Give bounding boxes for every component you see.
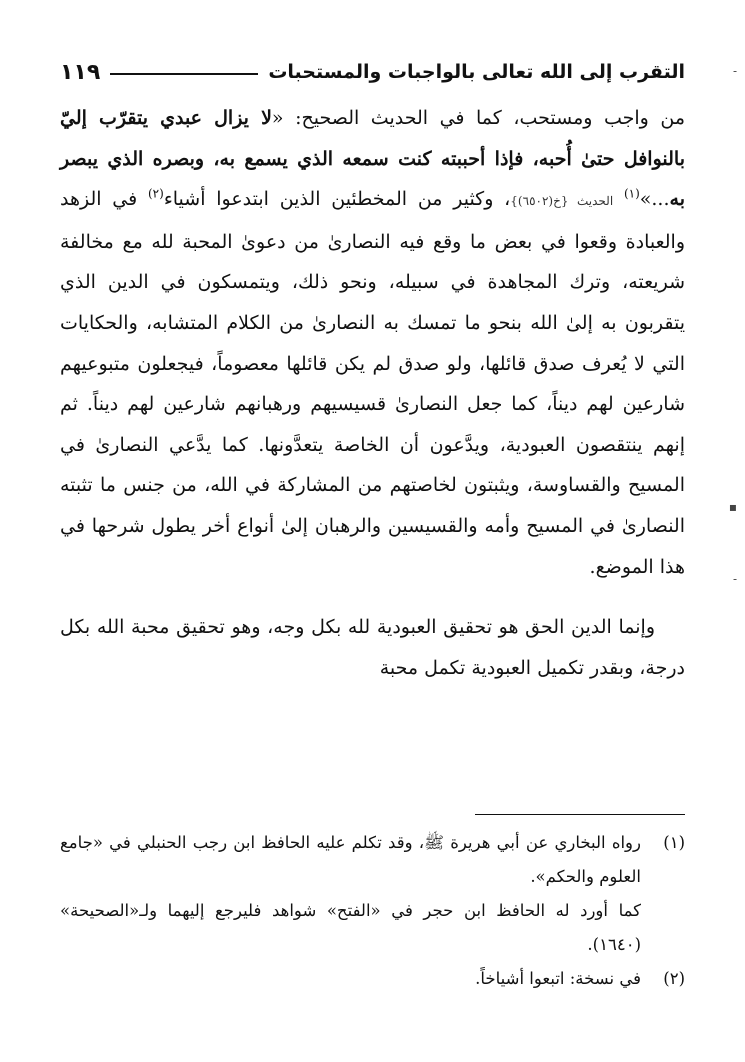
footnote-ref-2[interactable]: (٢) <box>147 186 164 201</box>
header-rule <box>110 73 258 75</box>
paragraph-1 <box>60 98 685 587</box>
hadith-quote: لا يزال عبدي يتقرّب إليّ بالنوافل حتىٰ أُحبه، فإذا أحببته كنت سمعه الذي يسمع به، وبصره الذي يبصر به <box>60 107 685 211</box>
footnote-1-text: رواه البخاري عن أبي هريرة ﷺ، وقد تكلم عليه الحافظ ابن رجب الحنبلي في «جامع العلوم والحكم». <box>60 833 641 886</box>
footnote-separator <box>475 814 685 815</box>
footnote-2 <box>60 962 685 996</box>
footnote-2-text: في نسخة: اتبعوا أشياخاً. <box>475 969 641 988</box>
footnote-ref-1[interactable]: (١) <box>623 186 640 201</box>
hadith-reference: الحديث {خ(٦٥٠٢)} <box>510 194 614 209</box>
footnotes <box>60 826 685 996</box>
running-title: التقرب إلى الله تعالى بالواجبات والمستحبات <box>268 61 685 83</box>
main-text <box>60 98 685 688</box>
paragraph-2: وإنما الدين الحق هو تحقيق العبودية لله بكل وجه، وهو تحقيق محبة الله بكل درجة، وبقدر تكميل العبودية تكمل محبة <box>60 616 685 679</box>
footnote-1 <box>60 826 685 894</box>
page-number: ١١٩ <box>60 59 101 85</box>
page-header <box>60 52 685 92</box>
book-page <box>60 0 685 1062</box>
footnote-1-number: (١) <box>663 833 685 852</box>
margin-mark: - <box>732 572 737 586</box>
footnote-1-continuation: كما أورد له الحافظ ابن حجر في «الفتح» شواهد فليرجع إليهما ولـ«الصحيحة» (١٦٤٠). <box>60 901 641 954</box>
paragraph-1-rest: في الزهد والعبادة وقعوا في بعض ما وقع فيه النصارىٰ من دعوىٰ المحبة لله مع مخالفة شريعته، وترك المجاهدة في سبيله، ونحو ذلك، ويتمسكون في الدين الذي يتقربون به إلىٰ الله بنحو ما تمسك به النصارىٰ من الكلام المتشابه، والحكايات التي لا يُعرف صدق قائلها، ولو صدق لم يكن قائلها معصوماً، فيجعلون متبوعيهم شارعين لهم ديناً، كما جعل النصارىٰ قسيسيهم ورهبانهم شارعين لهم ديناً. ثم إنهم ينتقصون العبودية، ويدَّعون أن الخاصة يتعدَّونها. كما يدَّعي النصارىٰ في المسيح والقساوسة، ويثبتون لخاصتهم من المشاركة في الله، من جنس ما تثبته النصارىٰ في المسيح وأمه والقسيسين والرهبان إلىٰ أنواع أخر يطول شرحها في هذا الموضع. <box>60 188 685 578</box>
paragraph-1-middle: ، وكثير من المخطئين الذين ابتدعوا أشياء <box>163 188 511 211</box>
footnote-2-number: (٢) <box>663 969 685 988</box>
margin-mark: - <box>732 64 737 78</box>
margin-mark: ▪ <box>728 500 737 514</box>
quote-close: ...» <box>639 188 670 211</box>
paragraph-1-intro: من واجب ومستحب، كما في الحديث الصحيح: « <box>271 107 685 129</box>
